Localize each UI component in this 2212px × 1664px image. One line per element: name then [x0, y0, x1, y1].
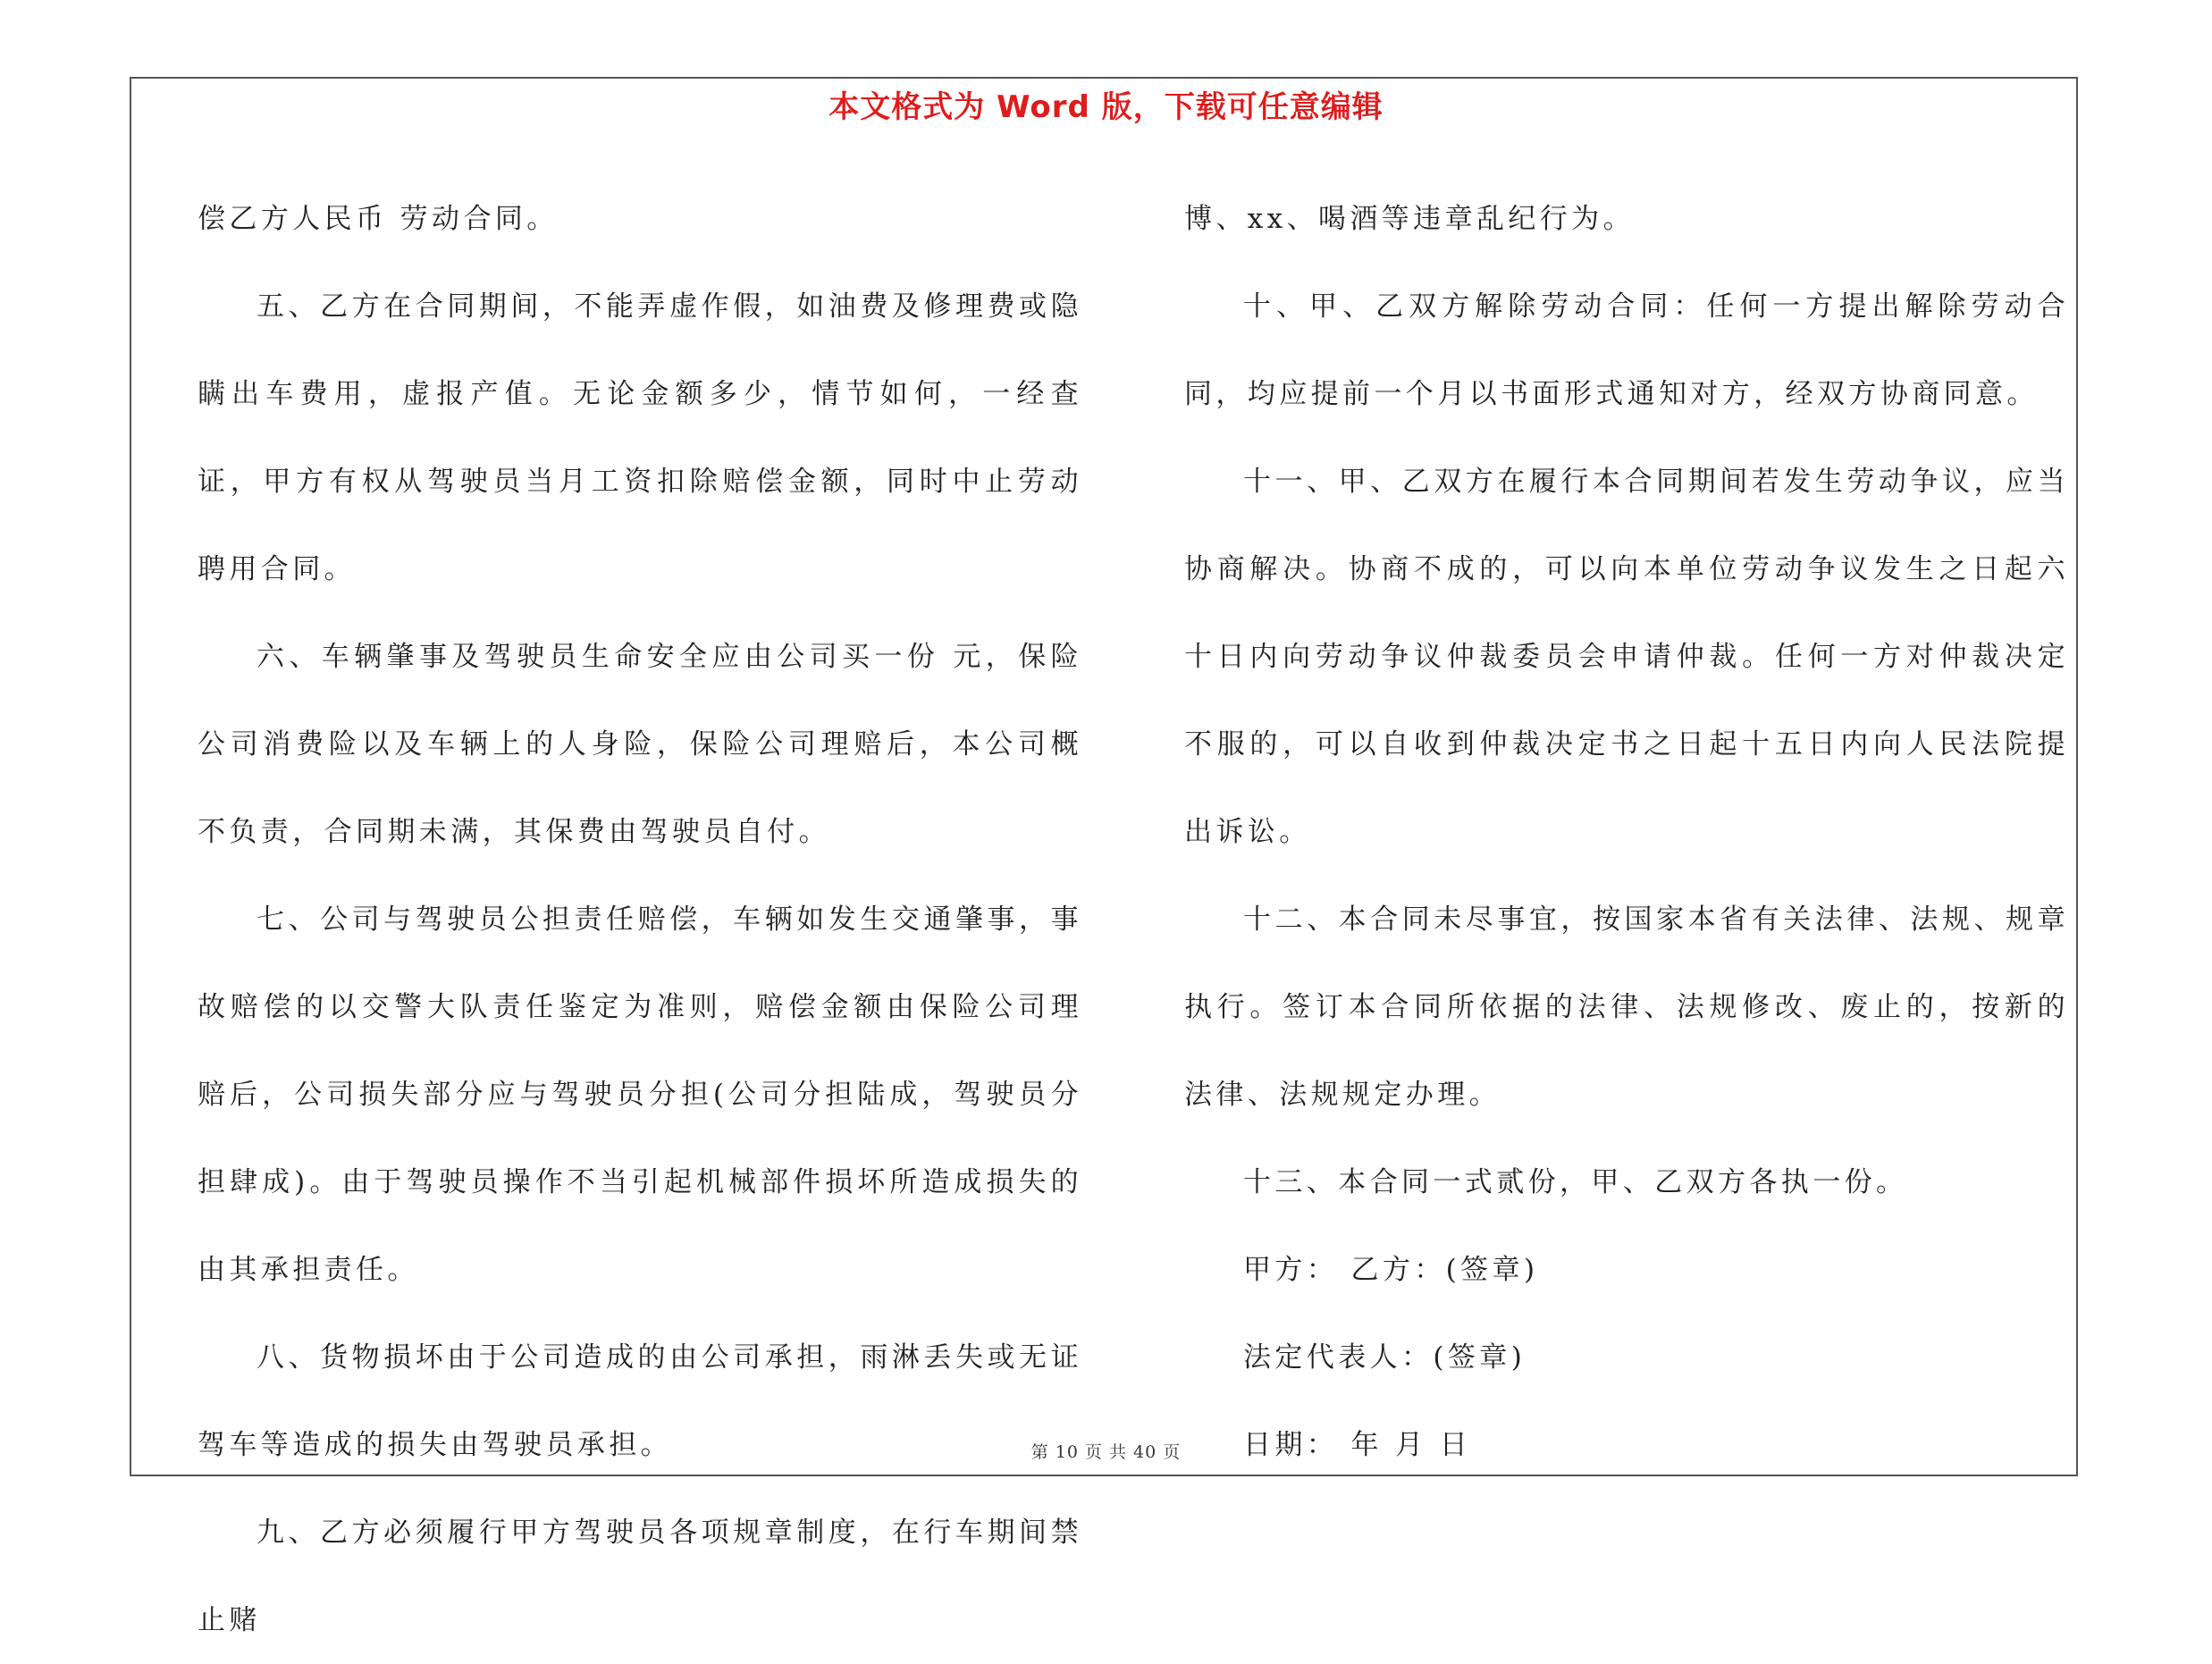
- clause-10: 十、甲、乙双方解除劳动合同：任何一方提出解除劳动合同，均应提前一个月以书面形式通知对方，经双方协商同意。: [1184, 290, 2069, 410]
- clause-9: 九、乙方必须履行甲方驾驶员各项规章制度，在行车期间禁止赌: [198, 1517, 1082, 1636]
- paragraph-continuation: 偿乙方人民币 劳动合同。: [198, 203, 559, 235]
- clause-11: 十一、甲、乙双方在履行本合同期间若发生劳动争议，应当协商解决。协商不成的，可以向本单位劳动争议发生之日起六十日内向劳动争议仲裁委员会申请仲裁。任何一方对仲裁决定不服的，可以自收到仲裁决定书之日起十五日内向人民法院提出诉讼。: [1184, 466, 2069, 848]
- page-number: 第 10 页 共 40 页: [1030, 1442, 1182, 1462]
- clause-13: 十三、本合同一式贰份，甲、乙双方各执一份。: [1243, 1166, 1908, 1198]
- signature-parties: 甲方： 乙方：(签章): [1243, 1254, 1539, 1286]
- right-text-column: [1184, 175, 2069, 1489]
- signature-legal-rep: 法定代表人：(签章): [1243, 1341, 1527, 1374]
- signature-date: 日期： 年 月 日: [1243, 1429, 1472, 1461]
- clause-8: 八、货物损坏由于公司造成的由公司承担，雨淋丢失或无证驾车等造成的损失由驾驶员承担。: [198, 1341, 1082, 1461]
- format-notice-banner: 本文格式为 Word 版，下载可任意编辑: [828, 89, 1384, 125]
- paragraph-continuation: 博、xx、喝酒等违章乱纪行为。: [1184, 203, 1635, 235]
- clause-6: 六、车辆肇事及驾驶员生命安全应由公司买一份 元，保险公司消费险以及车辆上的人身险，保险公司理赔后，本公司概不负责，合同期未满，其保费由驾驶员自付。: [198, 641, 1082, 848]
- clause-5: 五、乙方在合同期间，不能弄虚作假，如油费及修理费或隐瞒出车费用，虚报产值。无论金额多少，情节如何，一经查证，甲方有权从驾驶员当月工资扣除赔偿金额，同时中止劳动聘用合同。: [198, 290, 1082, 585]
- clause-7: 七、公司与驾驶员公担责任赔偿，车辆如发生交通肇事，事故赔偿的以交警大队责任鉴定为准则，赔偿金额由保险公司理赔后，公司损失部分应与驾驶员分担(公司分担陆成，驾驶员分担肆成)。由于驾驶员操作不当引起机械部件损坏所造成损失的由其承担责任。: [198, 903, 1082, 1286]
- clause-12: 十二、本合同未尽事宜，按国家本省有关法律、法规、规章执行。签订本合同所依据的法律、法规修改、废止的，按新的法律、法规规定办理。: [1184, 903, 2069, 1111]
